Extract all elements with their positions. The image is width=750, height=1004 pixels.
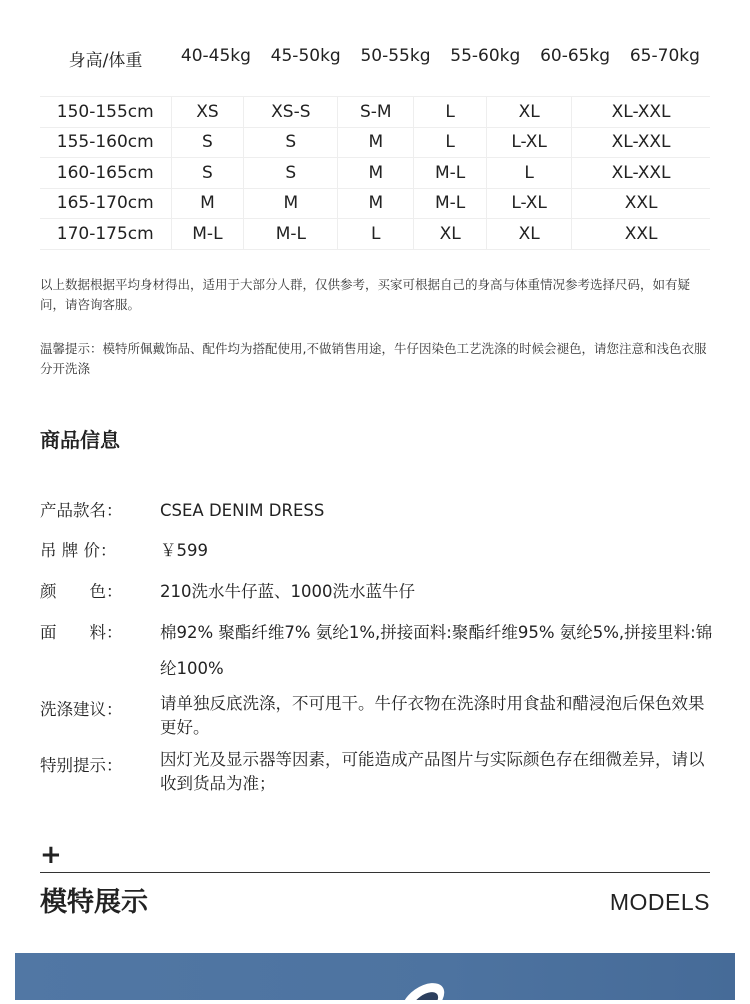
table-row — [40, 158, 710, 189]
info-row-notice — [40, 748, 720, 798]
info-row-name — [40, 499, 720, 529]
height-cell: 155-160cm — [40, 127, 171, 158]
info-value: 210洗水牛仔蓝、1000洗水蓝牛仔 — [160, 582, 415, 601]
height-cell: 150-155cm — [40, 97, 171, 128]
size-cell: M — [338, 188, 414, 219]
size-cell: XXL — [572, 219, 710, 250]
size-cell: M — [244, 188, 338, 219]
header-cell: 身高/体重 — [68, 51, 143, 71]
size-cell: XL — [487, 219, 572, 250]
table-row — [40, 219, 710, 250]
info-label: 面 料： — [40, 623, 123, 642]
header-cell: 60-65kg — [540, 46, 611, 66]
plus-icon: + — [40, 840, 62, 870]
size-cell: XS-S — [244, 97, 338, 128]
info-label: 产品款名： — [40, 501, 123, 520]
height-cell: 170-175cm — [40, 219, 171, 250]
sunglasses-icon — [15, 953, 735, 1000]
size-table — [40, 96, 710, 250]
size-cell: L — [414, 97, 487, 128]
size-cell: M-L — [244, 219, 338, 250]
info-label: 洗涤建议： — [40, 700, 123, 719]
size-cell: M-L — [414, 158, 487, 189]
divider — [40, 872, 710, 873]
size-cell: L-XL — [487, 188, 572, 219]
size-cell: M — [338, 158, 414, 189]
info-value: CSEA DENIM DRESS — [160, 501, 325, 520]
size-cell: M-L — [414, 188, 487, 219]
info-row-fabric — [40, 621, 720, 681]
size-cell: XXL — [572, 188, 710, 219]
height-cell: 165-170cm — [40, 188, 171, 219]
models-title: 模特展示 — [40, 887, 148, 918]
size-cell: L — [487, 158, 572, 189]
size-disclaimer: 以上数据根据平均身材得出，适用于大部分人群，仅供参考，买家可根据自己的身高与体重情况参考选择尺码，如有疑问，请咨询客服。 — [40, 277, 691, 312]
section-title: 商品信息 — [40, 428, 120, 452]
models-subtitle: MODELS — [609, 889, 710, 915]
info-value: ￥599 — [160, 541, 208, 560]
size-cell: L — [338, 219, 414, 250]
info-value: 请单独反底洗涤，不可甩干。牛仔衣物在洗涤时用食盐和醋浸泡后保色效果更好。 — [160, 694, 705, 737]
size-cell: XL-XXL — [572, 158, 710, 189]
table-row — [40, 188, 710, 219]
size-cell: XL-XXL — [572, 127, 710, 158]
info-row-color — [40, 580, 720, 610]
header-cell: 55-60kg — [450, 46, 521, 66]
size-cell: L-XL — [487, 127, 572, 158]
table-row — [40, 97, 710, 128]
info-label: 吊 牌 价： — [40, 541, 117, 560]
info-value: 棉92% 聚酯纤维7% 氨纶1%,拼接面料:聚酯纤维95% 氨纶5%,拼接里料:锦纶100% — [160, 623, 713, 678]
care-tip: 温馨提示：模特所佩戴饰品、配件均为搭配使用,不做销售用途，牛仔因染色工艺洗涤的时候会褪色，请您注意和浅色衣服分开洗涤 — [40, 341, 707, 376]
size-cell: XL — [414, 219, 487, 250]
size-cell: XS — [171, 97, 244, 128]
size-cell: XL-XXL — [572, 97, 710, 128]
header-cell: 45-50kg — [270, 46, 341, 66]
header-cell: 40-45kg — [180, 46, 251, 66]
size-cell: S — [171, 127, 244, 158]
model-photo — [15, 953, 735, 1000]
size-cell: L — [414, 127, 487, 158]
size-cell: M-L — [171, 219, 244, 250]
header-cell: 50-55kg — [360, 46, 431, 66]
size-cell: M — [171, 188, 244, 219]
info-row-price — [40, 539, 720, 569]
info-label: 颜 色： — [40, 582, 123, 601]
size-cell: M — [338, 127, 414, 158]
info-label: 特别提示： — [40, 756, 123, 775]
height-cell: 160-165cm — [40, 158, 171, 189]
size-table-header — [40, 46, 710, 72]
size-cell: S-M — [338, 97, 414, 128]
size-cell: XL — [487, 97, 572, 128]
table-row — [40, 127, 710, 158]
size-cell: S — [244, 158, 338, 189]
info-row-washing — [40, 692, 720, 742]
header-cell: 65-70kg — [629, 46, 700, 66]
size-cell: S — [244, 127, 338, 158]
info-value: 因灯光及显示器等因素，可能造成产品图片与实际颜色存在细微差异，请以收到货品为准； — [160, 750, 705, 793]
size-cell: S — [171, 158, 244, 189]
